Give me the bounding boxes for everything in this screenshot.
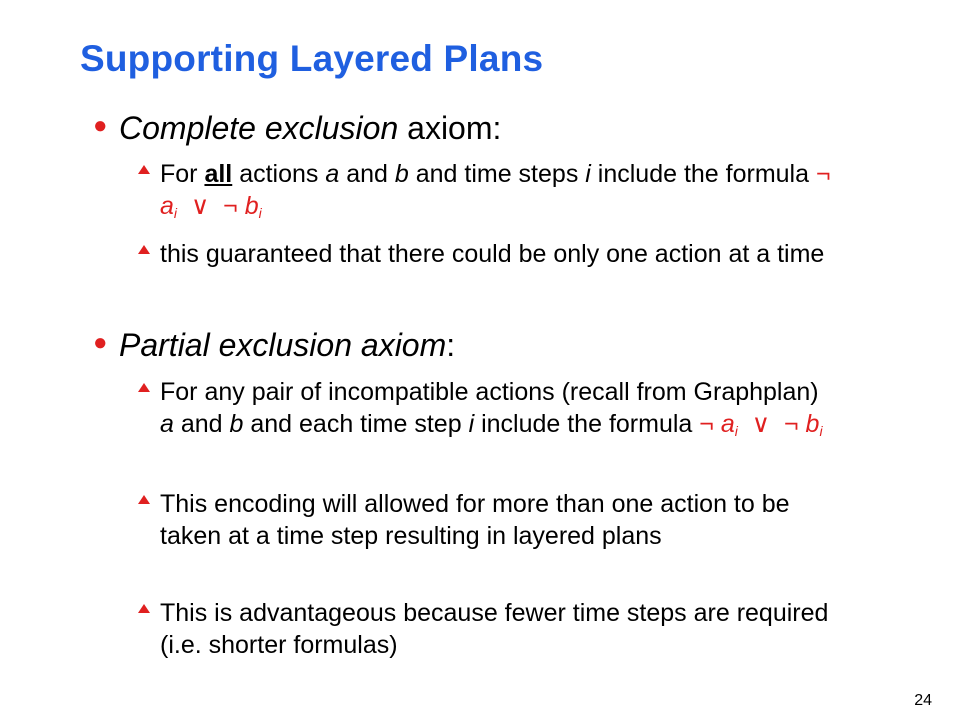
sub-bullet-text [160,158,838,229]
neg-symbol: ¬ [699,410,714,438]
text-span: and [339,160,395,188]
formula-sub: i [734,423,738,439]
sub-bullet [138,488,838,552]
heading-italic: Partial exclusion axiom [119,327,447,363]
formula-b: b [805,410,820,438]
var-i: i [468,410,475,438]
sub-bullet-text: This encoding will allowed for more than one action to be taken at a time step resulting in layered plans [160,490,790,550]
var-i: i [585,160,591,188]
text-span: actions [232,160,326,188]
bullet-text [119,327,455,364]
red-dot-icon: ● [93,112,108,139]
heading-rest: : [446,327,456,363]
red-up-triangle-icon [138,165,150,174]
var-b: b [394,160,409,188]
text-span: For [160,160,205,188]
neg-symbol: ¬ [223,192,238,220]
formula-sub: i [819,423,823,439]
or-symbol: ∨ [190,192,210,220]
var-a: a [325,160,340,188]
red-up-triangle-icon [138,495,150,504]
heading-italic: Complete exclusion [119,110,399,146]
formula [699,410,822,438]
formula-b: b [244,192,259,220]
text-span: and each time step [243,410,469,438]
text-span: and time steps [408,160,586,188]
sub-bullet [138,238,838,270]
page-number: 24 [914,692,932,709]
neg-symbol: ¬ [815,160,831,188]
sub-bullet [138,158,838,229]
var-b: b [229,410,244,438]
formula-sub: i [258,205,262,221]
sub-bullet-text [160,376,838,447]
sub-bullet [138,376,838,447]
emphasis-all: all [204,160,233,188]
slide-title: Supporting Layered Plans [80,38,544,79]
sub-bullet-text: This is advantageous because fewer time steps are required (i.e. shorter formulas) [160,599,829,659]
formula-a: a [720,410,735,438]
or-symbol: ∨ [751,410,771,438]
text-span: and [173,410,230,438]
text-span: For any pair of incompatible actions (recall from Graphplan) [160,378,819,406]
red-up-triangle-icon [138,604,150,613]
red-up-triangle-icon [138,383,150,392]
var-a: a [160,410,174,438]
sub-bullet-text: this guaranteed that there could be only one action at a time [160,240,825,268]
formula-a: a [160,192,174,220]
text-span: include the formula [474,410,700,438]
red-dot-icon: ● [93,329,108,356]
bullet-text [119,110,501,147]
heading-rest: axiom: [398,110,502,146]
text-span: include the formula [590,160,816,188]
sub-bullet [138,597,838,661]
formula-sub: i [173,205,178,221]
red-up-triangle-icon [138,245,150,254]
neg-symbol: ¬ [783,410,799,438]
